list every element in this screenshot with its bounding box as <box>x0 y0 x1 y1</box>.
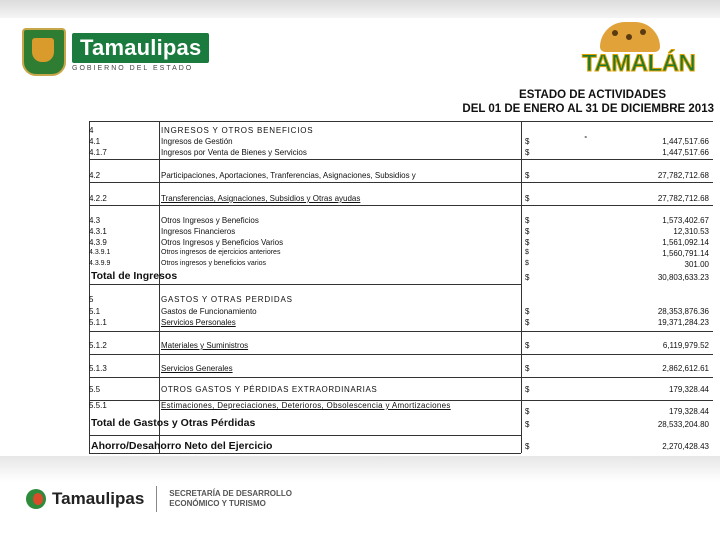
total-label: Total de Ingresos <box>91 270 178 282</box>
row-separator <box>89 377 713 378</box>
amount: 2,862,612.61 <box>662 364 709 373</box>
account-desc: Gastos de Funcionamiento <box>161 307 257 316</box>
currency: $ <box>525 407 530 416</box>
amount: 6,119,979.52 <box>662 341 709 350</box>
currency: $ <box>525 148 530 157</box>
amount: - <box>584 132 587 141</box>
account-desc: Transferencias, Asignaciones, Subsidios y Otras ayudas <box>161 194 361 203</box>
currency: $ <box>525 273 530 282</box>
amount: 19,371,284.23 <box>657 318 709 327</box>
row-separator <box>89 159 713 160</box>
tamalan-logo <box>578 22 696 82</box>
report-period: DEL 01 DE ENERO AL 31 DE DICIEMBRE 2013 <box>462 103 714 115</box>
currency: $ <box>525 249 529 256</box>
currency: $ <box>525 194 530 203</box>
table-border-top <box>89 121 713 122</box>
table-divider-code <box>159 121 160 453</box>
row-separator <box>89 284 521 285</box>
account-desc: OTROS GASTOS Y PÉRDIDAS EXTRAORDINARIAS <box>161 385 378 394</box>
footer-sec-line2: ECONÓMICO Y TURISMO <box>169 499 266 508</box>
total-label: Total de Gastos y Otras Pérdidas <box>91 417 256 429</box>
footer-secretaria <box>169 489 292 509</box>
account-code: 5.1.3 <box>89 364 107 373</box>
amount: 1,560,791.14 <box>662 249 709 258</box>
account-code: 4.3.1 <box>89 227 107 236</box>
account-code: 4.3.9.9 <box>89 260 111 267</box>
logo-subtitle: GOBIERNO DEL ESTADO <box>72 64 194 72</box>
account-desc: Servicios Personales <box>161 318 236 327</box>
account-code: 4.1 <box>89 137 101 146</box>
footer-divider <box>156 486 157 512</box>
account-desc: Servicios Generales <box>161 364 233 373</box>
account-code: 4.3.9.1 <box>89 249 111 256</box>
account-code: 5.5 <box>89 385 101 394</box>
account-code: 4.3 <box>89 216 101 225</box>
account-desc: Materiales y Suministros <box>161 341 249 350</box>
account-code: 4.2.2 <box>89 194 107 203</box>
footer-sec-line1: SECRETARÍA DE DESARROLLO <box>169 489 292 498</box>
row-separator <box>89 354 713 355</box>
amount: 179,328.44 <box>668 385 709 394</box>
currency: $ <box>525 260 529 267</box>
account-code: 4 <box>89 126 94 135</box>
account-desc: Otros ingresos de ejercicios anteriores <box>161 249 281 256</box>
tamaulipas-emblem-icon <box>26 489 46 509</box>
currency: $ <box>525 137 530 146</box>
logo-text: Tamaulipas <box>72 33 209 63</box>
currency: $ <box>525 364 530 373</box>
row-separator <box>89 205 713 206</box>
account-desc: Otros Ingresos y Beneficios Varios <box>161 238 284 247</box>
account-code: 5.5.1 <box>89 401 107 410</box>
footer <box>0 456 720 540</box>
account-desc: Participaciones, Aportaciones, Tranferencias, Asignaciones, Subsidios y <box>161 171 416 180</box>
table-border-bottom <box>89 453 521 454</box>
row-separator <box>89 331 713 332</box>
account-code: 5 <box>89 295 94 304</box>
currency: $ <box>525 420 530 429</box>
account-desc: GASTOS Y OTRAS PERDIDAS <box>161 295 293 304</box>
state-shield-icon <box>22 28 66 76</box>
table-divider-amount <box>521 121 522 453</box>
account-code: 5.1 <box>89 307 101 316</box>
currency: $ <box>525 341 530 350</box>
amount: 12,310.53 <box>673 227 709 236</box>
account-desc: INGRESOS Y OTROS BENEFICIOS <box>161 126 314 135</box>
amount: 301.00 <box>684 260 709 269</box>
currency: $ <box>525 442 530 451</box>
row-separator <box>89 435 521 436</box>
tamaulipas-logo <box>22 28 209 76</box>
footer-logo <box>26 486 292 512</box>
amount: 28,533,204.80 <box>657 420 709 429</box>
report-title: ESTADO DE ACTIVIDADES <box>519 89 666 101</box>
amount: 1,561,092.14 <box>662 238 709 247</box>
footer-name: Tamaulipas <box>52 489 145 508</box>
account-desc: Ingresos Financieros <box>161 227 236 236</box>
amount: 30,803,633.23 <box>657 273 709 282</box>
account-code: 4.3.9 <box>89 238 107 247</box>
account-desc: Estimaciones, Depreciaciones, Deterioros, Obsolescencia y Amortizaciones <box>161 401 451 410</box>
account-desc: Ingresos por Venta de Bienes y Servicios <box>161 148 307 157</box>
account-desc: Ingresos de Gestión <box>161 137 233 146</box>
account-code: 4.1.7 <box>89 148 107 157</box>
account-desc: Otros Ingresos y Beneficios <box>161 216 259 225</box>
account-code: 4.2 <box>89 171 101 180</box>
currency: $ <box>525 307 530 316</box>
amount: 27,782,712.68 <box>657 194 709 203</box>
amount: 27,782,712.68 <box>657 171 709 180</box>
tamalan-text: TAMALÁN <box>582 50 696 77</box>
amount: 28,353,876.36 <box>657 307 709 316</box>
net-label: Ahorro/Desahorro Neto del Ejercicio <box>91 440 273 452</box>
currency: $ <box>525 238 530 247</box>
account-code: 5.1.1 <box>89 318 107 327</box>
currency: $ <box>525 216 530 225</box>
activities-table <box>89 121 713 451</box>
currency: $ <box>525 227 530 236</box>
amount: 1,573,402.67 <box>662 216 709 225</box>
jaguar-icon <box>600 22 660 52</box>
account-desc: Otros ingresos y beneficios varios <box>161 260 267 267</box>
row-separator <box>89 182 713 183</box>
currency: $ <box>525 171 530 180</box>
account-code: 5.1.2 <box>89 341 107 350</box>
amount: 1,447,517.66 <box>662 137 709 146</box>
amount: 179,328.44 <box>668 407 709 416</box>
amount: 1,447,517.66 <box>662 148 709 157</box>
currency: $ <box>525 318 530 327</box>
amount: 2,270,428.43 <box>662 442 709 451</box>
currency: $ <box>525 385 530 394</box>
